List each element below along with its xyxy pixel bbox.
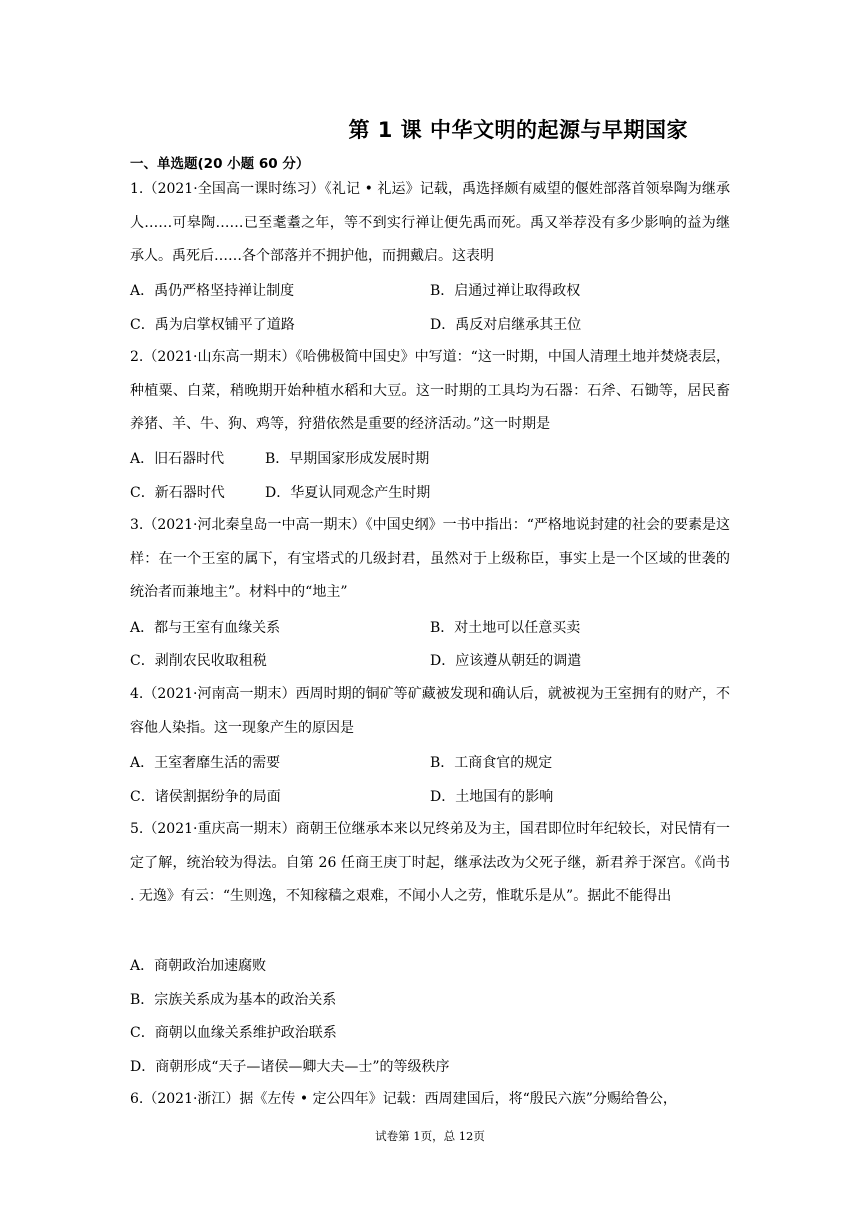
answer-option: D．土地国有的影响 [430, 789, 554, 805]
question-stem: 5.（2021·重庆高一期末）商朝王位继承本来以兄终弟及为主，国君即位时年纪较长，对民情有一定了解，统治较为得法。自第 26 任商王庚丁时起，继承法改为父死子继，新君养于深宫。《尚书 . 无逸》有云：“生则逸，不知稼穑之艰难，不闻小人之劳，惟耽乐是从”。据此不能得出 [130, 821, 730, 904]
answer-option: B．启通过禅让取得政权 [430, 283, 581, 299]
answer-option: C．诸侯割据纷争的局面 [130, 789, 281, 805]
answer-option: A．王室奢靡生活的需要 [130, 755, 281, 771]
answer-option: D．应该遵从朝廷的调遣 [430, 653, 582, 669]
page-title: 第 1 课 中华文明的起源与早期国家 [348, 118, 688, 142]
page-footer: 试卷第 1页，总 12页 [375, 1129, 485, 1143]
answer-option: A．旧石器时代 [130, 451, 225, 467]
question-stem: 4.（2021·河南高一期末）西周时期的铜矿等矿藏被发现和确认后，就被视为王室拥有的财产，不容他人染指。这一现象产生的原因是 [130, 686, 730, 736]
answer-option: A．商朝政治加速腐败 [130, 958, 267, 974]
question-stem: 6.（2021·浙江）据《左传 • 定公四年》记载：西周建国后，将“殷民六族”分赐给鲁公， [130, 1091, 677, 1107]
answer-option: D．禹反对启继承其王位 [430, 317, 582, 333]
question-stem: 2.（2021·山东高一期末）《哈佛极简中国史》中写道：“这一时期，中国人清理土地并焚烧表层，种植粟、白菜，稍晚期开始种植水稻和大豆。这一时期的工具均为石器：石斧、石锄等，居民畜养猪、羊、牛、狗、鸡等，狩猎依然是重要的经济活动。”这一时期是 [130, 349, 730, 432]
section-heading: 一、单选题(20 小题 60 分） [130, 156, 310, 172]
answer-option: A．都与王室有血缘关系 [130, 620, 281, 636]
answer-option: C．禹为启掌权铺平了道路 [130, 317, 295, 333]
answer-option: D．华夏认同观念产生时期 [265, 485, 431, 501]
answer-option: B．工商食官的规定 [430, 755, 553, 771]
answer-option: D．商朝形成“天子—诸侯—卿大夫—士”的等级秩序 [130, 1059, 450, 1075]
answer-option: C．剥削农民收取租税 [130, 653, 267, 669]
answer-option: C．商朝以血缘关系维护政治联系 [130, 1025, 337, 1041]
answer-option: B．对土地可以任意买卖 [430, 620, 581, 636]
answer-option: B．宗族关系成为基本的政治关系 [130, 992, 337, 1008]
answer-option: C．新石器时代 [130, 485, 225, 501]
question-stem: 1.（2021·全国高一课时练习）《礼记 • 礼运》记载，禹选择颇有威望的偃姓部落首领皋陶为继承人……可皋陶……已至耄耋之年，等不到实行禅让便先禹而死。禹又举荐没有多少影响的益为继承人。禹死后……各个部落并不拥护他，而拥戴启。这表明 [130, 181, 730, 264]
question-stem: 3.（2021·河北秦皇岛一中高一期末）《中国史纲》一书中指出：“严格地说封建的社会的要素是这样：在一个王室的属下，有宝塔式的几级封君，虽然对于上级称臣，事实上是一个区域的世袭的统治者而兼地主”。材料中的“地主” [130, 517, 730, 600]
answer-option: A．禹仍严格坚持禅让制度 [130, 283, 295, 299]
answer-option: B．早期国家形成发展时期 [265, 451, 430, 467]
